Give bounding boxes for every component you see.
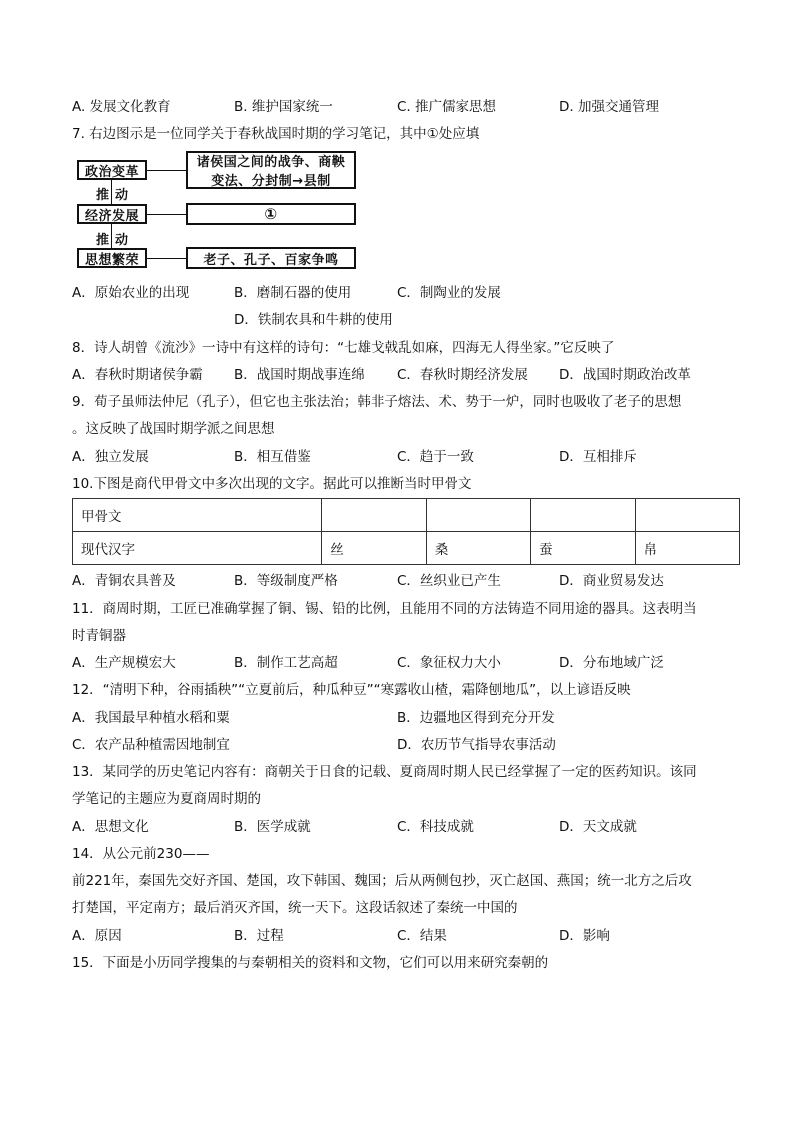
diagram-push-2: 推动 — [96, 233, 135, 248]
q10-option-c: C．丝织业已产生 — [397, 573, 501, 589]
modern-char-cell: 蚕 — [531, 532, 635, 565]
q9-stem-line2: 。这反映了战国时期学派之间思想 — [72, 421, 275, 437]
modern-char-cell: 桑 — [426, 532, 530, 565]
oracle-glyph-cell — [531, 499, 635, 532]
q9-option-d: D．互相排斥 — [559, 449, 637, 465]
q9-option-b: B．相互借鉴 — [234, 449, 311, 465]
q8-option-b: B．战国时期战事连绵 — [234, 367, 365, 383]
q12-option-b: B．边疆地区得到充分开发 — [397, 710, 555, 726]
q12-option-d: D．农历节气指导农事活动 — [397, 737, 556, 753]
q13-option-d: D．天文成就 — [559, 819, 637, 835]
q11-option-c: C．象征权力大小 — [397, 655, 501, 671]
modern-header-cell: 现代汉字 — [73, 532, 322, 565]
diagram-link-3 — [147, 258, 187, 259]
q8-option-a: A．春秋时期诸侯争霸 — [72, 367, 203, 383]
q13-stem-line2: 学笔记的主题应为夏商周时期的 — [72, 791, 261, 807]
q15-stem: 15．下面是小历同学搜集的与秦朝相关的资料和文物，它们可以用来研究秦朝的 — [72, 955, 549, 971]
q11-option-d: D．分布地域广泛 — [559, 655, 664, 671]
q14-option-a: A．原因 — [72, 928, 122, 944]
diagram-political-detail — [186, 151, 356, 189]
table-row — [73, 499, 740, 532]
q8-option-c: C．春秋时期经济发展 — [397, 367, 528, 383]
q11-stem-line1: 11．商周时期，工匠已准确掌握了铜、锡、铅的比例，且能用不同的方法铸造不同用途的器具。这表明当 — [72, 601, 697, 617]
q14-option-b: B．过程 — [234, 928, 284, 944]
q12-stem: 12．“清明下种，谷雨插秧”“立夏前后，种瓜种豆”“寒露收山楂，霜降刨地瓜”，以上谚语反映 — [72, 682, 631, 698]
q7-option-b: B．磨制石器的使用 — [234, 285, 352, 301]
q12-option-c: C．农产品种植需因地制宜 — [72, 737, 230, 753]
q6-option-c: C. 推广儒家思想 — [397, 99, 497, 115]
diagram-thought-detail: 老子、孔子、百家争鸣 — [186, 247, 356, 269]
q11-option-a: A．生产规模宏大 — [72, 655, 176, 671]
q14-option-d: D．影响 — [559, 928, 610, 944]
q11-option-b: B．制作工艺高超 — [234, 655, 338, 671]
q7-stem: 7. 右边图示是一位同学关于春秋战国时期的学习笔记，其中①处应填 — [72, 126, 480, 142]
q13-stem-line1: 13．某同学的历史笔记内容有：商朝关于日食的记载、夏商周时期人民已经掌握了一定的医药知识。该同 — [72, 764, 697, 780]
q14-stem-line2: 前221年，秦国先交好齐国、楚国，攻下韩国、魏国；后从两侧包抄，灭亡赵国、燕国；统一北方之后攻 — [72, 873, 692, 889]
q13-option-a: A．思想文化 — [72, 819, 149, 835]
q10-option-a: A．青铜农具普及 — [72, 573, 176, 589]
q6-option-d: D. 加强交通管理 — [559, 99, 659, 115]
q11-stem-line2: 时青铜器 — [72, 628, 126, 644]
diagram-link-2 — [147, 214, 187, 215]
q6-option-a: A. 发展文化教育 — [72, 99, 171, 115]
modern-char-cell: 丝 — [322, 532, 426, 565]
q13-option-c: C．科技成就 — [397, 819, 474, 835]
diagram-push-1: 推动 — [96, 188, 135, 203]
q10-option-b: B．等级制度严格 — [234, 573, 338, 589]
diagram-thought-box: 思想繁荣 — [77, 248, 147, 268]
table-row — [73, 532, 740, 565]
q8-stem: 8．诗人胡曾《流沙》一诗中有这样的诗句：“七雄戈戟乱如麻，四海无人得坐家。”它反映了 — [72, 340, 615, 356]
q8-option-d: D．战国时期政治改革 — [559, 367, 691, 383]
q10-option-d: D．商业贸易发达 — [559, 573, 664, 589]
q7-option-a: A．原始农业的出现 — [72, 285, 190, 301]
q7-option-c: C．制陶业的发展 — [397, 285, 501, 301]
diagram-blank-1: ① — [186, 203, 356, 225]
diagram-economic-box: 经济发展 — [77, 204, 147, 224]
oracle-bone-table — [72, 498, 740, 565]
q14-stem-line1: 14．从公元前230—— — [72, 846, 210, 862]
q12-option-a: A．我国最早种植水稻和粟 — [72, 710, 230, 726]
q7-option-d: D．铁制农具和牛耕的使用 — [234, 312, 393, 328]
q9-option-c: C．趋于一致 — [397, 449, 474, 465]
oracle-glyph-cell — [426, 499, 530, 532]
diagram-political-detail-line1: 诸侯国之间的战争、商鞅 — [196, 155, 346, 170]
q14-option-c: C．结果 — [397, 928, 447, 944]
q10-stem: 10.下图是商代甲骨文中多次出现的文字。据此可以推断当时甲骨文 — [72, 476, 472, 492]
q14-stem-line3: 打楚国，平定南方；最后消灭齐国，统一天下。这段话叙述了秦统一中国的 — [72, 900, 518, 916]
oracle-glyph-cell — [635, 499, 739, 532]
diagram-political-box: 政治变革 — [77, 160, 147, 180]
diagram-link-1 — [147, 170, 187, 171]
oracle-glyph-cell — [322, 499, 426, 532]
q13-option-b: B．医学成就 — [234, 819, 311, 835]
modern-char-cell: 帛 — [635, 532, 739, 565]
q6-option-b: B. 维护国家统一 — [234, 99, 333, 115]
q9-option-a: A．独立发展 — [72, 449, 149, 465]
q9-stem-line1: 9．荀子虽师法仲尼（孔子），但它也主张法治；韩非子熔法、术、势于一炉，同时也吸收了老子的思想 — [72, 394, 682, 410]
oracle-header-cell: 甲骨文 — [73, 499, 322, 532]
diagram-political-detail-line2: 变法、分封制→县制 — [211, 174, 331, 189]
